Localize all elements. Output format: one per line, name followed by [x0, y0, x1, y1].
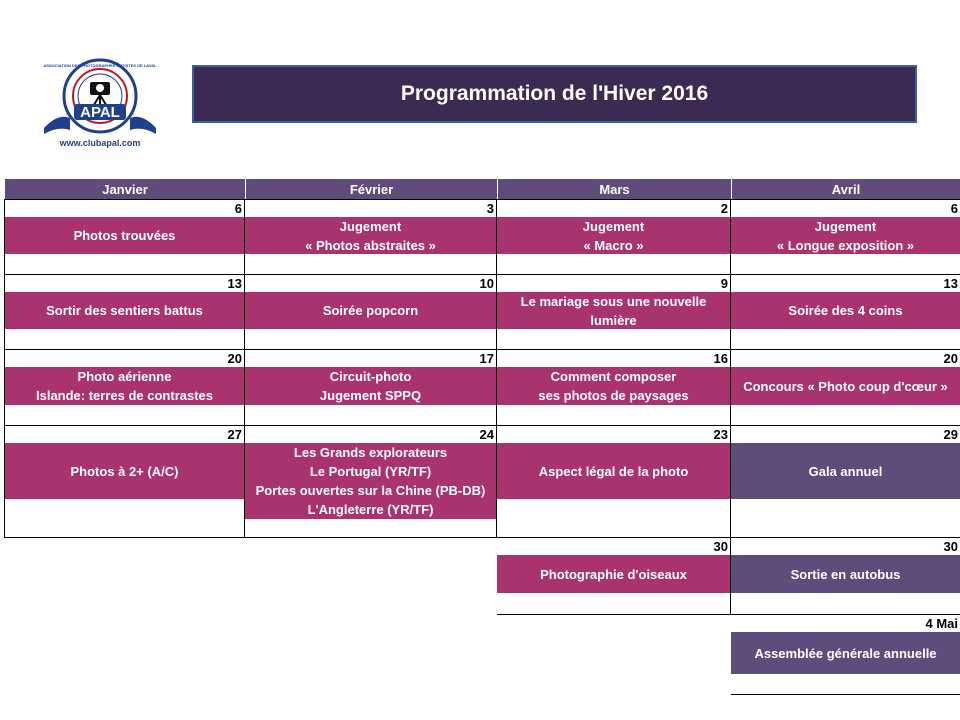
event-date: 10: [245, 274, 496, 292]
event-date: 17: [245, 349, 496, 367]
event-date: 20: [731, 349, 960, 367]
blank-row: [5, 405, 244, 425]
logo-url[interactable]: www.clubapal.com: [59, 138, 141, 148]
blank-row: [731, 329, 960, 349]
event-date: 9: [497, 274, 730, 292]
event-text: Sortir des sentiers battus: [46, 303, 203, 318]
calendar-week-block: [497, 199, 731, 615]
event-text: Le Portugal (YR/TF): [309, 464, 432, 479]
month-header-avril: Avril: [731, 179, 960, 199]
event-date: 6: [5, 199, 244, 217]
calendar-week-block: [4, 199, 245, 538]
event-cell: [245, 443, 496, 519]
event-text: L'Angleterre (YR/TF): [307, 502, 434, 517]
title-banner: [192, 65, 917, 123]
event-date: 23: [497, 425, 730, 443]
month-header-mars: Mars: [497, 179, 731, 199]
event-date: 16: [497, 349, 730, 367]
event-cell: [731, 632, 960, 674]
event-text: Concours « Photo coup d'cœur »: [743, 378, 948, 394]
event-text: « Photos abstraites »: [305, 237, 436, 253]
event-text: Circuit-photo: [329, 369, 412, 384]
column-janvier: [4, 179, 245, 538]
event-date: 13: [731, 274, 960, 292]
event-text: Sortie en autobus: [790, 566, 901, 582]
blank-row: [731, 593, 960, 614]
event-date: 3: [245, 199, 496, 217]
event-date: 20: [5, 349, 244, 367]
blank-row: [731, 254, 960, 274]
event-cell: [245, 217, 496, 254]
event-text: Aspect légal de la photo: [538, 463, 689, 479]
blank-row: [497, 329, 730, 349]
event-cell: [5, 367, 244, 405]
event-date: 6: [731, 199, 960, 217]
event-cell: [731, 443, 960, 499]
column-avril: [731, 179, 960, 695]
event-cell: [497, 555, 730, 593]
event-text: Jugement: [582, 218, 645, 234]
event-text: Photo aérienne: [77, 369, 172, 384]
event-text: Photographie d'oiseaux: [540, 566, 687, 582]
event-text: Photos trouvées: [73, 228, 176, 243]
event-date: 24: [245, 425, 496, 443]
event-text: Photos à 2+ (A/C): [70, 463, 179, 479]
blank-row: [245, 405, 496, 425]
event-text: Les Grands explorateurs: [293, 445, 448, 460]
page-title: Programmation de l'Hiver 2016: [400, 82, 709, 105]
blank-row: [245, 519, 496, 537]
logo-ring-text: ASSOCIATION DES PHOTOGRAPHES ARTISTES DE LAVAL: [43, 63, 157, 68]
event-text: Gala annuel: [808, 463, 883, 479]
blank-row: [497, 254, 730, 274]
event-cell: [497, 443, 730, 499]
apal-logo-emblem: [40, 58, 160, 138]
blank-row: [731, 674, 960, 695]
event-text: Portes ouvertes sur la Chine (PB-DB): [255, 483, 486, 498]
apal-logo: [40, 58, 160, 152]
blank-row: [497, 593, 730, 614]
event-text: « Macro »: [583, 237, 644, 253]
event-cell: [731, 217, 960, 254]
event-cell: [245, 367, 496, 405]
blank-row: [497, 405, 730, 425]
event-date: 27: [5, 425, 244, 443]
month-header-fevrier: Février: [245, 179, 497, 199]
column-mars: [497, 179, 731, 615]
event-date: 4 Mai: [731, 614, 960, 632]
event-cell: [731, 292, 960, 329]
column-fevrier: [245, 179, 497, 538]
event-text: Jugement: [339, 218, 402, 234]
event-date: 30: [497, 537, 730, 555]
logo-wordmark: APAL: [80, 104, 120, 121]
event-cell: [497, 367, 730, 405]
event-text: Soirée popcorn: [322, 303, 419, 318]
blank-row: [5, 329, 244, 349]
calendar-week-block: [731, 199, 960, 695]
event-date: 2: [497, 199, 730, 217]
event-text: Le mariage sous une nouvelle: [520, 293, 707, 309]
blank-row: [497, 499, 730, 537]
blank-row: [731, 499, 960, 537]
event-cell: [5, 443, 244, 499]
calendar-week-block: [245, 199, 497, 538]
blank-row: [245, 254, 496, 274]
blank-row: [5, 499, 244, 537]
blank-row: [5, 254, 244, 274]
event-date: 13: [5, 274, 244, 292]
event-cell: [497, 217, 730, 254]
event-cell: [5, 217, 244, 254]
event-cell: [731, 555, 960, 593]
blank-row: [245, 329, 496, 349]
event-cell: [5, 292, 244, 329]
event-date: 30: [731, 537, 960, 555]
month-header-janvier: Janvier: [4, 179, 245, 199]
event-cell: [731, 367, 960, 405]
blank-row: [731, 405, 960, 425]
event-text: Comment composer: [550, 369, 677, 384]
event-cell: [497, 292, 730, 329]
event-text: Assemblée générale annuelle: [754, 645, 937, 661]
event-text: Islande: terres de contrastes: [35, 388, 214, 403]
event-text: Soirée des 4 coins: [788, 303, 903, 318]
event-text: « Longue exposition »: [776, 237, 915, 253]
event-date: 29: [731, 425, 960, 443]
event-text: ses photos de paysages: [538, 388, 689, 403]
event-text: Jugement SPPQ: [319, 388, 422, 403]
event-text: lumière: [590, 312, 637, 328]
event-cell: [245, 292, 496, 329]
event-text: Jugement: [814, 218, 877, 234]
